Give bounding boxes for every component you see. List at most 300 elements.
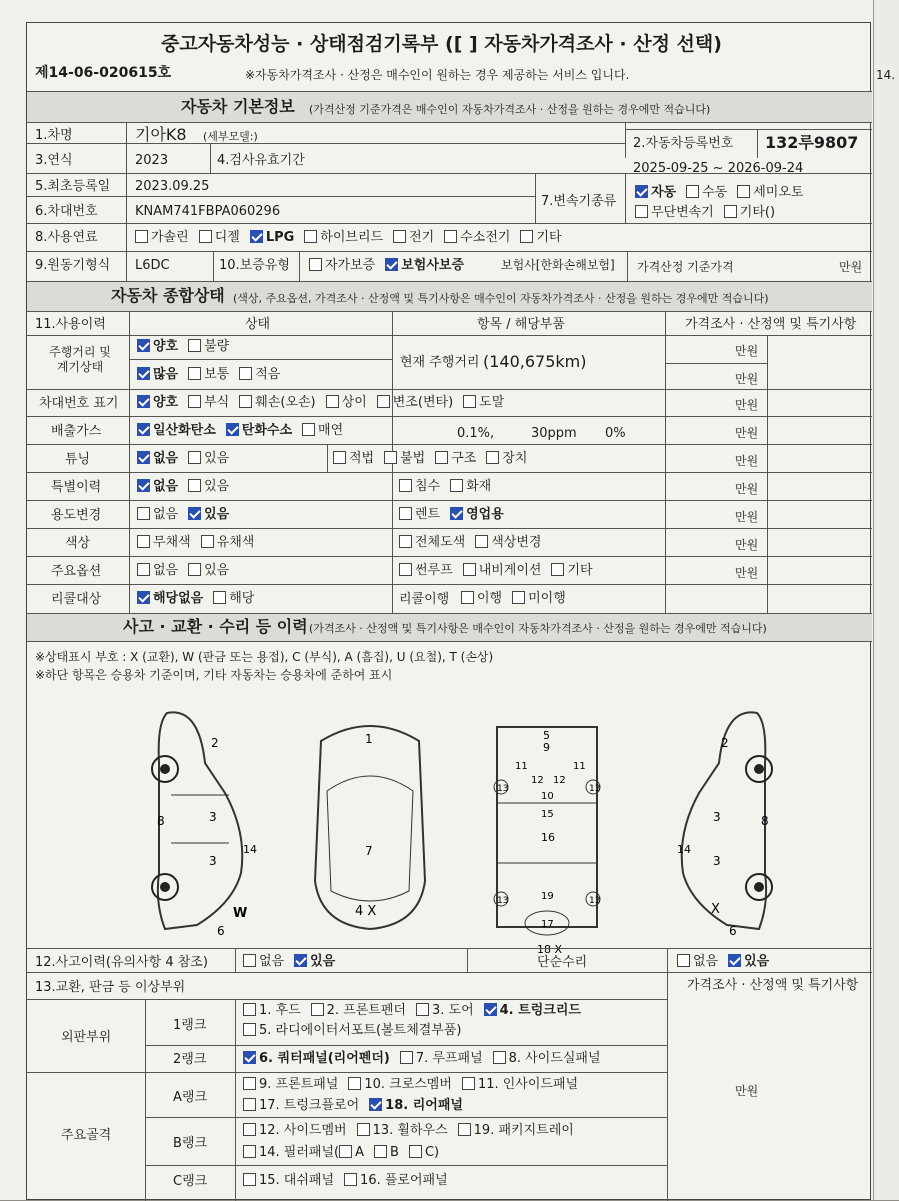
state-col: 상태 — [245, 317, 271, 332]
checkbox[interactable] — [243, 1123, 256, 1136]
emission-option[interactable] — [226, 423, 292, 438]
left-side-mark: W — [233, 906, 248, 921]
acc-option[interactable] — [243, 954, 284, 969]
checkbox[interactable] — [243, 1173, 256, 1186]
checked-checkbox[interactable] — [137, 479, 150, 492]
r2-option[interactable] — [400, 1051, 483, 1066]
emission-label: 배출가스 — [51, 424, 102, 439]
emission-option[interactable] — [302, 423, 343, 438]
checkbox[interactable] — [239, 367, 252, 380]
simple-repair-options — [677, 954, 779, 968]
vinstate-option[interactable] — [463, 395, 504, 410]
inspection-period-value: 2025-09-25 ~ 2026-09-24 — [633, 161, 804, 176]
color-option[interactable] — [201, 535, 255, 550]
checkbox[interactable] — [677, 954, 690, 967]
rAa-option[interactable] — [348, 1077, 452, 1092]
vinstate-option[interactable] — [326, 395, 367, 410]
fuel-option[interactable] — [393, 230, 434, 245]
special-option[interactable] — [137, 479, 178, 494]
rC-option[interactable] — [344, 1173, 448, 1188]
rBb-option[interactable] — [409, 1145, 439, 1160]
checked-checkbox[interactable] — [635, 185, 648, 198]
checkbox[interactable] — [243, 1077, 256, 1090]
rAa-option-label: 11. 인사이드패널 — [477, 1077, 579, 1092]
right-side-mark: X — [711, 902, 720, 917]
r2-option-label: 8. 사이드실패널 — [508, 1051, 601, 1066]
fuel-option-label: LPG — [265, 230, 295, 245]
checkbox[interactable] — [462, 1077, 475, 1090]
checked-checkbox[interactable] — [137, 367, 150, 380]
svg-text:8: 8 — [761, 814, 769, 828]
simple-option-label: 없음 — [693, 954, 719, 969]
tuningitems-option[interactable] — [384, 451, 425, 466]
vinstate-option-label: 상이 — [341, 395, 367, 410]
svg-text:1: 1 — [365, 732, 373, 746]
use-label: 용도변경 — [51, 508, 102, 523]
vin-state-options — [137, 395, 514, 409]
coloritems-option[interactable] — [399, 535, 465, 550]
recall-option[interactable] — [137, 591, 203, 606]
fuel-option[interactable] — [199, 230, 240, 245]
r1a-option[interactable] — [311, 1003, 406, 1018]
car-frame-diagram — [487, 703, 607, 956]
emission-smoke: 0% — [605, 426, 626, 441]
recallitems-option[interactable] — [461, 591, 502, 606]
tuning-option[interactable] — [188, 451, 229, 466]
checkbox[interactable] — [188, 395, 201, 408]
checkbox[interactable] — [463, 395, 476, 408]
recallitems-option-label: 이행 — [477, 591, 503, 606]
warranty-options — [309, 258, 474, 272]
vinstate-option[interactable] — [239, 395, 315, 410]
checkbox[interactable] — [243, 1003, 256, 1016]
car-top-diagram — [307, 711, 433, 937]
option-option[interactable] — [188, 563, 229, 578]
rBa-option[interactable] — [243, 1123, 347, 1138]
trans1-option[interactable] — [686, 185, 727, 200]
checkbox[interactable] — [348, 1077, 361, 1090]
outer-panel-label: 외판부위 — [61, 1030, 112, 1045]
recall-items — [461, 591, 576, 605]
rank2-items — [243, 1051, 611, 1065]
option-option-label: 없음 — [153, 563, 179, 578]
checkbox[interactable] — [377, 395, 390, 408]
document-number: 제14-06-020615호 — [35, 65, 172, 81]
rAb-option[interactable] — [243, 1098, 359, 1113]
useitems-option[interactable] — [399, 507, 440, 522]
checkbox[interactable] — [737, 185, 750, 198]
checked-checkbox[interactable] — [137, 451, 150, 464]
checkbox[interactable] — [384, 451, 397, 464]
checkbox[interactable] — [243, 954, 256, 967]
checkbox[interactable] — [188, 367, 201, 380]
special-items — [399, 479, 501, 493]
vinstate-option-label: 변조(변타) — [392, 395, 454, 410]
checkbox[interactable] — [450, 479, 463, 492]
simple-option-label: 있음 — [744, 954, 770, 969]
color-items — [399, 535, 551, 549]
checkbox[interactable] — [137, 535, 150, 548]
fuel-label: 8.사용연료 — [35, 230, 98, 245]
rAa-option-label: 9. 프론트패널 — [259, 1077, 339, 1092]
item-col: 항목 / 해당부품 — [477, 317, 565, 332]
svg-text:19: 19 — [541, 891, 554, 902]
checked-checkbox[interactable] — [450, 507, 463, 520]
vinstate-option-label: 훼손(오손) — [255, 395, 316, 410]
base-price-unit: 만원 — [839, 260, 863, 274]
mil2-option[interactable] — [188, 367, 229, 382]
recall-label: 리콜대상 — [51, 592, 102, 607]
simple-option[interactable] — [677, 954, 718, 969]
mil2-option[interactable] — [239, 367, 280, 382]
checkbox[interactable] — [399, 535, 412, 548]
checkbox[interactable] — [239, 395, 252, 408]
rBb-option[interactable] — [339, 1145, 364, 1160]
recall-option-label: 해당 — [229, 591, 255, 606]
trans1-option[interactable] — [635, 185, 676, 200]
checkbox[interactable] — [213, 591, 226, 604]
color-option-label: 무채색 — [153, 535, 191, 550]
checkbox[interactable] — [416, 1003, 429, 1016]
checked-checkbox[interactable] — [226, 423, 239, 436]
trans2-option-label: 기타() — [739, 205, 776, 220]
r1b-option-label: 5. 라디에이터서포트(볼트체결부품) — [259, 1023, 462, 1038]
checkbox[interactable] — [435, 451, 448, 464]
vinstate-option[interactable] — [377, 395, 453, 410]
mil2-option-label: 적음 — [255, 367, 281, 382]
tuningitems-option[interactable] — [435, 451, 476, 466]
inspection-period-label: 4.검사유효기간 — [217, 153, 305, 168]
checkbox[interactable] — [393, 230, 406, 243]
optionitems-option[interactable] — [463, 563, 542, 578]
checkbox[interactable] — [475, 535, 488, 548]
use-option[interactable] — [188, 507, 229, 522]
tuningitems-option-label: 구조 — [451, 451, 477, 466]
checkbox[interactable] — [458, 1123, 471, 1136]
checkbox[interactable] — [309, 258, 322, 271]
mileage-state-row2 — [137, 367, 290, 381]
fuel-option[interactable] — [304, 230, 383, 245]
pillar-checkbox[interactable] — [243, 1145, 256, 1158]
svg-text:16: 16 — [541, 831, 555, 844]
vinstate-option[interactable] — [188, 395, 229, 410]
color-option[interactable] — [137, 535, 191, 550]
recallitems-option[interactable] — [512, 591, 566, 606]
accident-history-label: 12.사고이력(유의사항 4 참조) — [35, 955, 208, 970]
use-options — [137, 507, 239, 521]
svg-text:8: 8 — [157, 814, 165, 828]
special-options — [137, 479, 239, 493]
use-items — [399, 507, 514, 521]
use-option-label: 있음 — [204, 507, 230, 522]
option-option-label: 있음 — [204, 563, 230, 578]
checked-checkbox[interactable] — [728, 954, 741, 967]
rank1-items-row2 — [243, 1023, 472, 1037]
use-price: 만원 — [735, 510, 759, 524]
accident-history-options — [243, 954, 345, 968]
optionitems-option[interactable] — [551, 563, 592, 578]
reg-number-label: 2.자동차등록번호 — [633, 136, 734, 151]
checkbox[interactable] — [188, 479, 201, 492]
emission-options — [137, 423, 353, 437]
checkbox[interactable] — [635, 205, 648, 218]
color-label: 색상 — [65, 536, 91, 551]
checkbox[interactable] — [493, 1051, 506, 1064]
warranty-option[interactable] — [309, 258, 375, 273]
rBa-option[interactable] — [458, 1123, 574, 1138]
reg-number-value: 132루9807 — [765, 133, 859, 152]
trans1-option-label: 자동 — [651, 185, 677, 200]
checkbox[interactable] — [399, 479, 412, 492]
checkbox[interactable] — [399, 563, 412, 576]
rankA-label: A랭크 — [173, 1090, 208, 1105]
color-option-label: 유채색 — [216, 535, 255, 550]
r2-option[interactable] — [243, 1051, 390, 1066]
checked-checkbox[interactable] — [250, 230, 263, 243]
inspection-form — [26, 22, 871, 1200]
svg-text:13: 13 — [497, 896, 509, 906]
checked-checkbox[interactable] — [137, 395, 150, 408]
trans2-option[interactable] — [724, 205, 775, 220]
mil2-option-label: 많음 — [153, 367, 179, 382]
checkbox[interactable] — [461, 591, 474, 604]
frame-label: 주요골격 — [61, 1128, 112, 1143]
trans1-option-label: 세미오토 — [753, 185, 804, 200]
rank1-label: 1랭크 — [173, 1018, 207, 1033]
tuning-option-label: 있음 — [204, 451, 230, 466]
svg-text:3: 3 — [713, 810, 721, 824]
checkbox[interactable] — [444, 230, 457, 243]
checked-checkbox[interactable] — [137, 339, 150, 352]
checked-checkbox[interactable] — [385, 258, 398, 271]
useitems-option[interactable] — [450, 507, 504, 522]
fuel-option[interactable] — [250, 230, 294, 245]
vinstate-option-label: 부식 — [204, 395, 230, 410]
option-label: 주요옵션 — [51, 564, 102, 579]
checkbox[interactable] — [399, 507, 412, 520]
tuning-option[interactable] — [137, 451, 178, 466]
rankA-items-row1 — [243, 1077, 588, 1091]
r1a-option-label: 4. 트렁크리드 — [499, 1003, 581, 1018]
tuningitems-option-label: 장치 — [502, 451, 528, 466]
r2-option-label: 6. 쿼터패널(리어펜더) — [259, 1051, 390, 1066]
frame-mark: 18 X — [537, 943, 563, 956]
top-mark: 4 X — [355, 904, 377, 919]
trans2-option-label: 무단변속기 — [651, 205, 714, 220]
trans1-option[interactable] — [737, 185, 803, 200]
checkbox[interactable] — [311, 1003, 324, 1016]
emission-option-label: 탄화수소 — [241, 423, 293, 438]
specialitems-option[interactable] — [450, 479, 491, 494]
simple-repair-label: 단순수리 — [537, 955, 588, 970]
checkbox[interactable] — [339, 1145, 352, 1158]
mil1-option-label: 양호 — [153, 339, 179, 354]
special-price: 만원 — [735, 482, 759, 496]
checked-checkbox[interactable] — [369, 1098, 382, 1111]
car-name-label: 1.차명 — [35, 128, 73, 143]
special-option-label: 없음 — [153, 479, 179, 494]
recallitems-option-label: 미이행 — [528, 591, 566, 606]
checkbox[interactable] — [686, 185, 699, 198]
car-left-side-diagram — [137, 703, 257, 938]
pillar-label: 14. 필러패널( — [259, 1145, 340, 1160]
rAb-option[interactable] — [369, 1098, 463, 1113]
checkbox[interactable] — [551, 563, 564, 576]
tuning-price: 만원 — [735, 454, 759, 468]
year-value: 2023 — [135, 153, 169, 168]
tuningitems-option[interactable] — [333, 451, 374, 466]
mileage-price2: 만원 — [735, 372, 759, 386]
specialitems-option[interactable] — [399, 479, 440, 494]
rankB-row2 — [243, 1145, 449, 1159]
rAa-option[interactable] — [462, 1077, 578, 1092]
checkbox[interactable] — [374, 1145, 387, 1158]
warranty-insurer: 보험사[한화손해보험] — [501, 258, 615, 272]
optionitems-option-label: 내비게이션 — [478, 563, 542, 578]
checkbox[interactable] — [333, 451, 346, 464]
fuel-option[interactable] — [135, 230, 189, 245]
svg-text:12: 12 — [553, 775, 566, 786]
tuning-option-label: 없음 — [153, 451, 179, 466]
checkbox[interactable] — [724, 205, 737, 218]
emission-co: 0.1%, — [457, 426, 495, 441]
mil2-option-label: 보통 — [204, 367, 230, 382]
checkbox[interactable] — [243, 1098, 256, 1111]
mileage-value: (140,675km) — [483, 352, 587, 371]
svg-text:3: 3 — [209, 810, 217, 824]
checkbox[interactable] — [304, 230, 317, 243]
checkbox[interactable] — [357, 1123, 370, 1136]
recall-option[interactable] — [213, 591, 254, 606]
r2-option[interactable] — [493, 1051, 601, 1066]
fuel-option-label: 하이브리드 — [320, 230, 384, 245]
emission-price: 만원 — [735, 426, 759, 440]
r1a-option[interactable] — [243, 1003, 301, 1018]
checkbox[interactable] — [135, 230, 148, 243]
fuel-option[interactable] — [520, 230, 561, 245]
acc-option[interactable] — [294, 954, 335, 969]
checkbox[interactable] — [400, 1051, 413, 1064]
checked-checkbox[interactable] — [188, 507, 201, 520]
svg-text:12: 12 — [531, 775, 544, 786]
checkbox[interactable] — [188, 451, 201, 464]
emission-option[interactable] — [137, 423, 216, 438]
special-option[interactable] — [188, 479, 229, 494]
svg-text:3: 3 — [713, 854, 721, 868]
checkbox[interactable] — [137, 563, 150, 576]
rC-option-label: 16. 플로어패널 — [360, 1173, 448, 1188]
checkbox[interactable] — [344, 1173, 357, 1186]
fuel-option-label: 수소전기 — [460, 230, 511, 245]
warranty-option[interactable] — [385, 258, 464, 273]
r1a-option-label: 1. 후드 — [259, 1003, 301, 1018]
checkbox[interactable] — [201, 535, 214, 548]
use-option[interactable] — [137, 507, 178, 522]
checkbox[interactable] — [137, 507, 150, 520]
base-price-label: 가격산정 기준가격 — [637, 260, 734, 274]
r1a-option-label: 2. 프론트펜더 — [326, 1003, 406, 1018]
rBa-option-label: 12. 사이드멤버 — [259, 1123, 347, 1138]
rBa-option-label: 19. 패키지트레이 — [473, 1123, 574, 1138]
fuel-option[interactable] — [444, 230, 510, 245]
checked-checkbox[interactable] — [484, 1003, 497, 1016]
mil1-option[interactable] — [188, 339, 229, 354]
rankC-label: C랭크 — [173, 1174, 208, 1189]
transmission-options-row2 — [635, 205, 785, 219]
simple-option[interactable] — [728, 954, 769, 969]
checkbox[interactable] — [302, 423, 315, 436]
legend-note: ※하단 항목은 승용차 기준이며, 기타 자동차는 승용차에 준하여 표시 — [35, 668, 393, 682]
warranty-option-label: 보험사보증 — [401, 258, 465, 273]
checkbox[interactable] — [463, 563, 476, 576]
checkbox[interactable] — [188, 563, 201, 576]
mil1-option[interactable] — [137, 339, 178, 354]
option-options — [137, 563, 239, 577]
rC-option[interactable] — [243, 1173, 334, 1188]
checked-checkbox[interactable] — [243, 1051, 256, 1064]
rBb-option-label: B — [390, 1145, 399, 1160]
checkbox[interactable] — [486, 451, 499, 464]
svg-text:3: 3 — [209, 854, 217, 868]
r1a-option[interactable] — [484, 1003, 581, 1018]
coloritems-option-label: 전체도색 — [415, 535, 466, 550]
vin-state-label: 차대번호 표기 — [39, 396, 119, 411]
car-name-value: 기아K8 — [135, 125, 187, 144]
mil2-option[interactable] — [137, 367, 178, 382]
accident-title: 사고 · 교환 · 수리 등 이력 — [123, 617, 308, 636]
svg-text:14: 14 — [243, 843, 257, 856]
optionitems-option[interactable] — [399, 563, 453, 578]
special-option-label: 있음 — [204, 479, 230, 494]
checkbox[interactable] — [520, 230, 533, 243]
rBa-option-label: 13. 휠하우스 — [372, 1123, 448, 1138]
color-price: 만원 — [735, 538, 759, 552]
fuel-option-label: 디젤 — [214, 230, 240, 245]
rAa-option[interactable] — [243, 1077, 338, 1092]
svg-text:14: 14 — [677, 843, 691, 856]
rBa-option[interactable] — [357, 1123, 448, 1138]
checked-checkbox[interactable] — [137, 423, 150, 436]
vinstate-option[interactable] — [137, 395, 178, 410]
recall-option-label: 해당없음 — [153, 591, 204, 606]
first-reg-value: 2023.09.25 — [135, 179, 210, 194]
rankB-label: B랭크 — [173, 1136, 208, 1151]
svg-text:7: 7 — [365, 844, 373, 858]
checked-checkbox[interactable] — [137, 591, 150, 604]
tuningitems-option[interactable] — [486, 451, 527, 466]
emission-option-label: 일산화탄소 — [153, 423, 216, 438]
basic-info-title: 자동차 기본정보 — [181, 97, 295, 116]
checkbox[interactable] — [512, 591, 525, 604]
option-option[interactable] — [137, 563, 178, 578]
checkbox[interactable] — [409, 1145, 422, 1158]
accident-note: (가격조사 · 산정액 및 특기사항은 매수인이 자동차가격조사 · 산정을 원하는 경우에만 적습니다) — [309, 622, 767, 635]
vin-state-price: 만원 — [735, 398, 759, 412]
checked-checkbox[interactable] — [294, 954, 307, 967]
fuel-option-label: 전기 — [409, 230, 435, 245]
rBb-option[interactable] — [374, 1145, 399, 1160]
checkbox[interactable] — [188, 339, 201, 352]
trans2-option[interactable] — [635, 205, 714, 220]
r1b-option[interactable] — [243, 1023, 462, 1038]
vinstate-option-label: 양호 — [153, 395, 179, 410]
coloritems-option[interactable] — [475, 535, 541, 550]
checkbox[interactable] — [243, 1023, 256, 1036]
color-options — [137, 535, 264, 549]
checkbox[interactable] — [326, 395, 339, 408]
r1a-option[interactable] — [416, 1003, 474, 1018]
checkbox[interactable] — [199, 230, 212, 243]
